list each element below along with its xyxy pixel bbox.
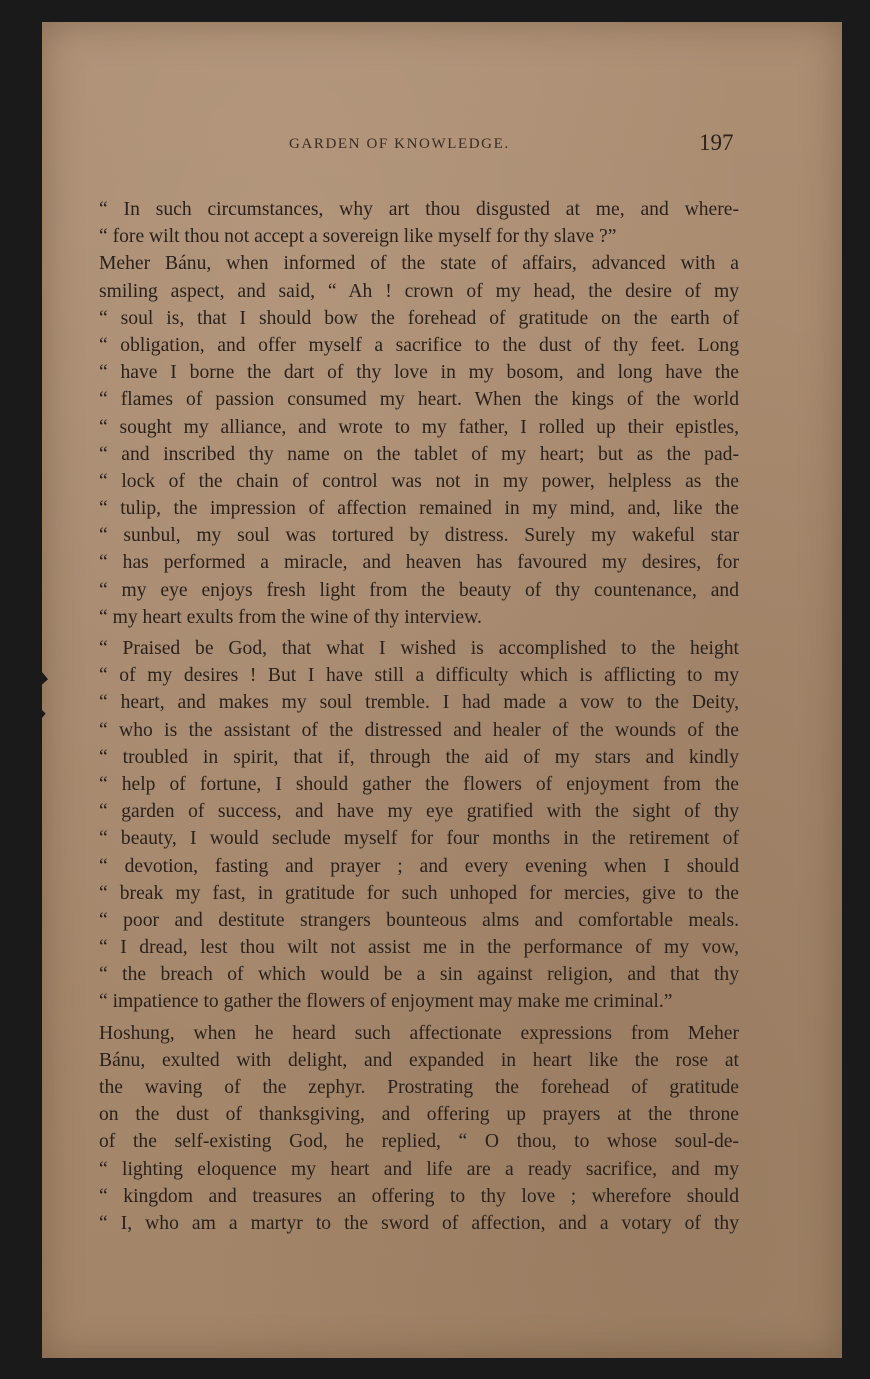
text-line: “ help of fortune, I should gather the flowers of enjoyment from the: [99, 773, 739, 795]
text-line: “ devotion, fasting and prayer ; and every evening when I should: [99, 855, 739, 877]
text-line: “ In such circumstances, why art thou disgusted at me, and where-: [99, 199, 739, 220]
text-line: “ and inscribed thy name on the tablet of my heart; but as the pad-: [99, 443, 739, 465]
page-header: [42, 130, 842, 160]
text-line: “ I dread, lest thou wilt not assist me in the performance of my vow,: [99, 937, 739, 959]
text-line: “ soul is, that I should bow the forehead of gratitude on the earth of: [99, 307, 739, 329]
text-line: “ lock of the chain of control was not in my power, helpless as the: [99, 470, 739, 492]
body-text: [99, 196, 739, 1237]
book-page: [42, 22, 842, 1358]
text-line: “ poor and destitute strangers bounteous alms and comfortable meals.: [99, 909, 739, 931]
paragraph: [99, 196, 739, 250]
text-line: “ the breach of which would be a sin against religion, and that thy: [99, 964, 739, 986]
page-edge-tear: [0, 662, 48, 748]
text-line: “ of my desires ! But I have still a difficulty which is afflicting to my: [99, 665, 739, 687]
text-line: “ lighting eloquence my heart and life are a ready sacrifice, and my: [99, 1158, 739, 1180]
text-line: “ I, who am a martyr to the sword of affection, and a votary of thy: [99, 1212, 739, 1234]
paragraph: [99, 1020, 739, 1238]
text-line: “ tulip, the impression of affection remained in my mind, and, like the: [99, 498, 739, 520]
text-line: smiling aspect, and said, “ Ah ! crown of my head, the desire of my: [99, 280, 739, 302]
running-title: GARDEN OF KNOWLEDGE.: [289, 136, 510, 152]
text-line: “ Praised be God, that what I wished is accomplished to the height: [99, 638, 739, 659]
text-line: “ sunbul, my soul was tortured by distress. Surely my wakeful star: [99, 525, 739, 547]
text-line: “ break my fast, in gratitude for such unhoped for mercies, give to the: [99, 882, 739, 904]
text-line: “ heart, and makes my soul tremble. I had made a vow to the Deity,: [99, 692, 739, 714]
text-line: “ my heart exults from the wine of thy interview.: [99, 606, 482, 628]
text-line: “ beauty, I would seclude myself for four months in the retirement of: [99, 828, 739, 850]
text-line: “ garden of success, and have my eye gratified with the sight of thy: [99, 801, 739, 823]
text-line: “ my eye enjoys fresh light from the beauty of thy countenance, and: [99, 579, 739, 601]
text-line: Meher Bánu, when informed of the state of affairs, advanced with a: [99, 253, 739, 275]
text-line: the waving of the zephyr. Prostrating the forehead of gratitude: [99, 1077, 739, 1098]
text-line: “ troubled in spirit, that if, through the aid of my stars and kindly: [99, 746, 739, 768]
text-line: “ obligation, and offer myself a sacrifice to the dust of thy feet. Long: [99, 334, 739, 356]
text-line: on the dust of thanksgiving, and offering up prayers at the throne: [99, 1104, 739, 1126]
text-line: “ kingdom and treasures an offering to thy love ; wherefore should: [99, 1185, 739, 1207]
text-line: of the self-existing God, he replied, “ O thou, to whose soul-de-: [99, 1131, 739, 1153]
text-line: “ flames of passion consumed my heart. When the kings of the world: [99, 389, 739, 411]
text-line: Hoshung, when he heard such affectionate expressions from Meher: [99, 1022, 739, 1044]
text-line: “ has performed a miracle, and heaven has favoured my desires, for: [99, 552, 739, 574]
text-line: “ fore wilt thou not accept a sovereign like myself for thy slave ?”: [99, 226, 617, 248]
page-number: 197: [699, 130, 734, 155]
paragraph: [99, 250, 739, 631]
text-line: “ impatience to gather the flowers of enjoyment may make me criminal.”: [99, 991, 673, 1013]
text-line: “ have I borne the dart of thy love in my bosom, and long have the: [99, 362, 739, 384]
text-line: “ sought my alliance, and wrote to my father, I rolled up their epistles,: [99, 416, 739, 438]
paragraph: [99, 635, 739, 1016]
text-line: “ who is the assistant of the distressed and healer of the wounds of the: [99, 719, 739, 741]
text-line: Bánu, exulted with delight, and expanded in heart like the rose at: [99, 1049, 739, 1071]
